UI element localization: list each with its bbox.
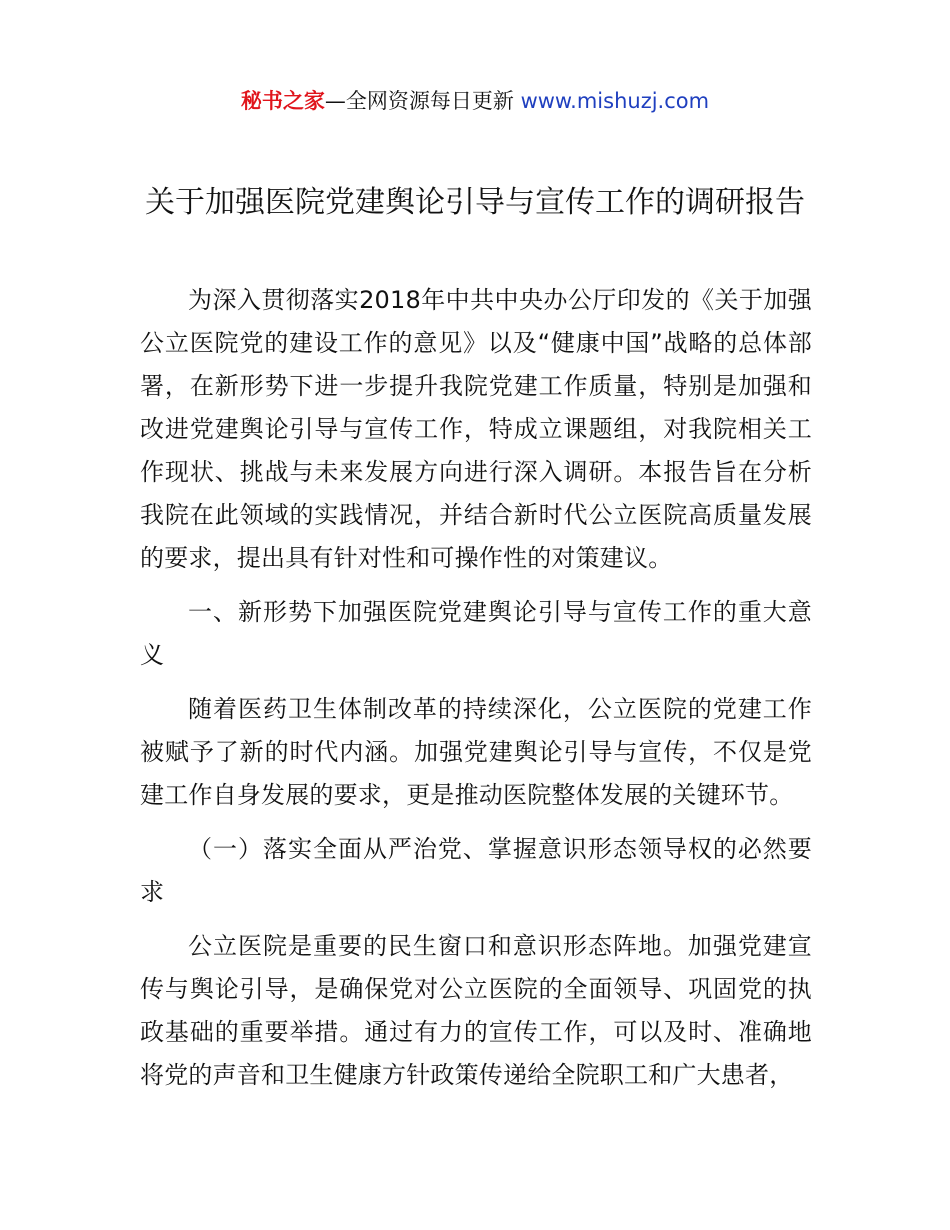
subsection-1-paragraph: 公立医院是重要的民生窗口和意识形态阵地。加强党建宣传与舆论引导，是确保党对公立医院的全面领导、巩固党的执政基础的重要举措。通过有力的宣传工作，可以及时、准确地将党的声音和卫生健康方针政策传递给全院职工和广大患者， [140, 932, 812, 1089]
header-tagline: —全网资源每日更新 [324, 89, 521, 113]
document-title: 关于加强医院党建舆论引导与宣传工作的调研报告 [145, 185, 805, 220]
brand-name: 秘书之家 [240, 89, 325, 113]
intro-paragraph: 为深入贯彻落实2018年中共中央办公厅印发的《关于加强公立医院党的建设工作的意见》以及“健康中国”战略的总体部署，在新形势下进一步提升我院党建工作质量，特别是加强和改进党建舆论引导与宣传工作，特成立课题组，对我院相关工作现状、挑战与未来发展方向进行深入调研。本报告旨在分析我院在此领域的实践情况，并结合新时代公立医院高质量发展的要求，提出具有针对性和可操作性的对策建议。 [140, 286, 812, 572]
site-header [0, 86, 950, 116]
subsection-heading-1: （一）落实全面从严治党、掌握意识形态领导权的必然要求 [140, 835, 812, 906]
section-heading-1: 一、新形势下加强医院党建舆论引导与宣传工作的重大意义 [140, 598, 812, 669]
section-1-paragraph: 随着医药卫生体制改革的持续深化，公立医院的党建工作被赋予了新的时代内涵。加强党建舆论引导与宣传，不仅是党建工作自身发展的要求，更是推动医院整体发展的关键环节。 [140, 695, 812, 809]
document-body [140, 279, 812, 1108]
site-url-link[interactable]: www.mishuzj.com [520, 89, 710, 113]
